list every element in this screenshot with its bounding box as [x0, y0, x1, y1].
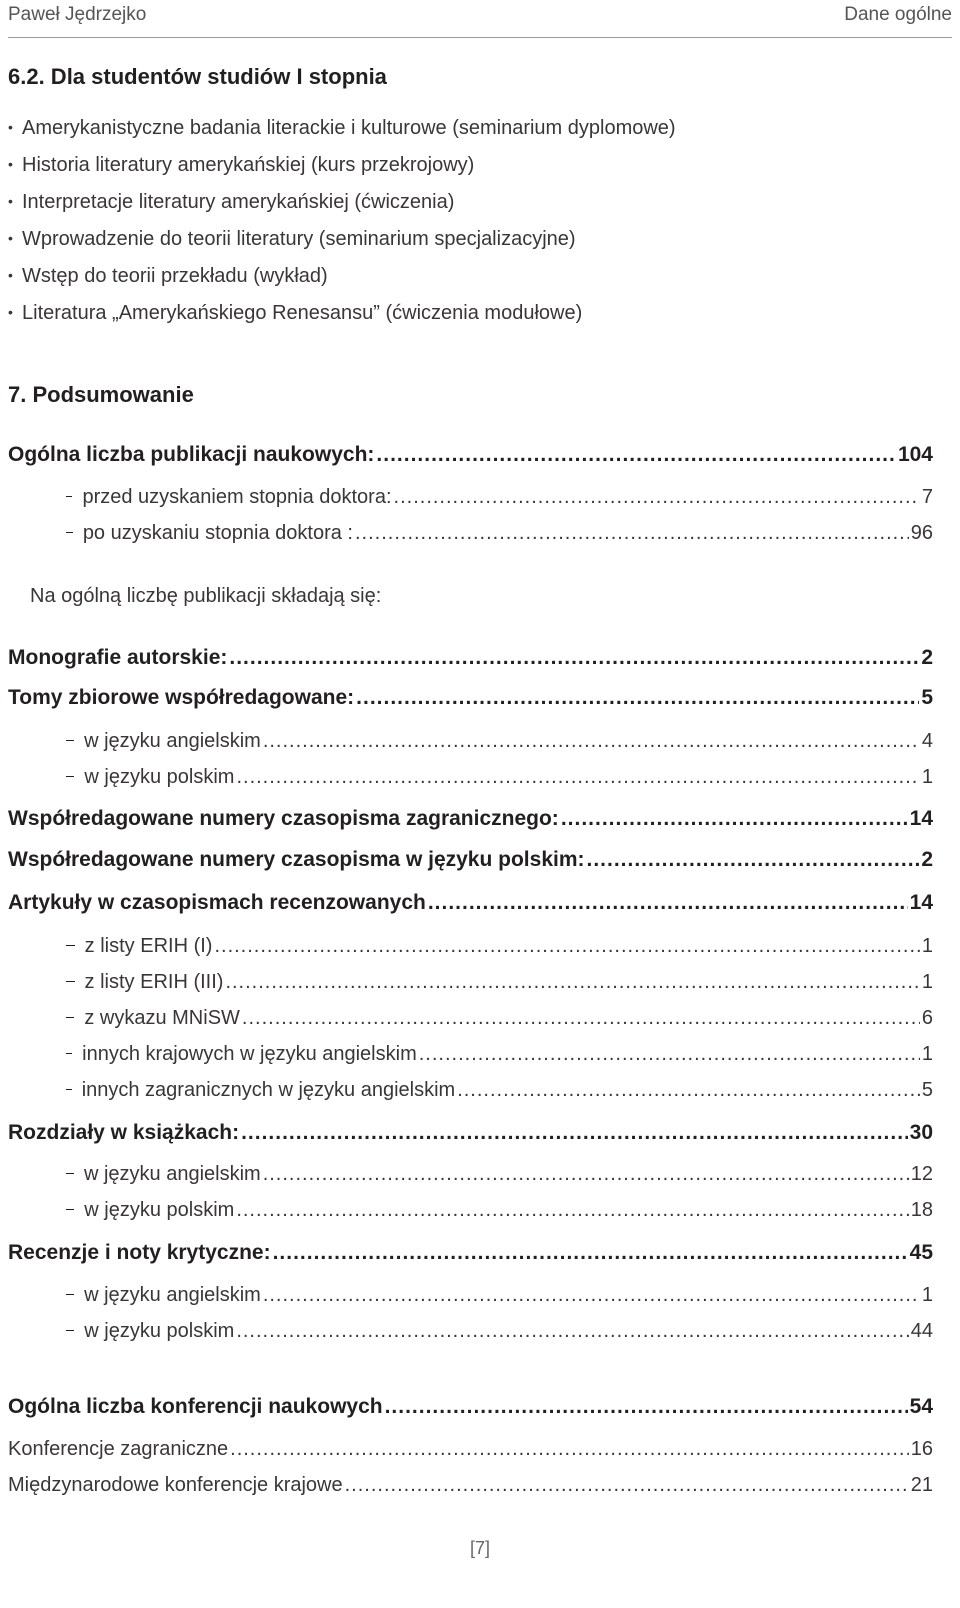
- after-doctorate-row: [66, 522, 933, 545]
- leader-dots: [394, 486, 920, 509]
- leader-dots: [356, 686, 919, 710]
- dash-icon: [66, 532, 73, 533]
- row-value: 2: [921, 848, 933, 871]
- row-label: przed uzyskaniem stopnia doktora:: [82, 486, 392, 508]
- row-label: w języku polskim: [84, 1199, 235, 1221]
- edited-volumes-row: [8, 686, 933, 710]
- dash-icon: [66, 1209, 74, 1210]
- course-item-label: Wprowadzenie do teorii literatury (seminarium specjalizacyjne): [22, 228, 576, 250]
- course-item: [8, 257, 676, 294]
- course-item-label: Amerykanistyczne badania literackie i kulturowe (seminarium dyplomowe): [22, 117, 676, 139]
- row-value: 1: [921, 935, 933, 957]
- row-label: w języku angielskim: [84, 730, 261, 752]
- bullet-icon: •: [8, 267, 13, 283]
- row-label: Międzynarodowe konferencje krajowe: [8, 1474, 343, 1496]
- composition-note: Na ogólną liczbę publikacji składają się:: [30, 585, 382, 607]
- course-list: [8, 109, 676, 331]
- monographs-row: [8, 646, 933, 670]
- row-label: innych krajowych w języku angielskim: [82, 1043, 417, 1065]
- row-value: 1: [921, 1284, 933, 1306]
- row-value: 30: [909, 1121, 933, 1144]
- row-value: 1: [921, 766, 933, 788]
- leader-dots: [236, 1199, 908, 1222]
- row-value: 1: [921, 1043, 933, 1065]
- course-item: [8, 294, 676, 331]
- row-label: w języku angielskim: [84, 1284, 261, 1306]
- row-label: w języku polskim: [84, 766, 235, 788]
- row-value: 45: [909, 1241, 933, 1264]
- course-item-label: Historia literatury amerykańskiej (kurs przekrojowy): [22, 154, 475, 176]
- row-label: Artykuły w czasopismach recenzowanych: [8, 891, 426, 914]
- dash-icon: [66, 1173, 74, 1174]
- row-value: 2: [921, 646, 933, 669]
- row-value: 14: [909, 807, 933, 830]
- header-author: Paweł Jędrzejko: [8, 4, 147, 25]
- row-value: 54: [909, 1395, 933, 1418]
- row-label: z wykazu MNiSW: [84, 1007, 240, 1029]
- leader-dots: [230, 1438, 909, 1461]
- row-label: Ogólna liczba publikacji naukowych:: [8, 443, 375, 466]
- row-label: Ogólna liczba konferencji naukowych: [8, 1395, 383, 1418]
- bullet-icon: •: [8, 193, 13, 209]
- dash-icon: [66, 1330, 74, 1331]
- leader-dots: [242, 1007, 920, 1030]
- row-value: 14: [909, 891, 933, 914]
- course-item-label: Interpretacje literatury amerykańskiej (ćwiczenia): [22, 191, 455, 213]
- leader-dots: [225, 971, 919, 994]
- running-header: [8, 4, 952, 34]
- polish-journal-issues-row: [8, 848, 933, 872]
- conferences-domestic-row: [8, 1474, 933, 1497]
- bullet-icon: •: [8, 230, 13, 246]
- course-item: [8, 220, 676, 257]
- leader-dots: [241, 1121, 908, 1145]
- before-doctorate-row: [66, 486, 933, 509]
- dash-icon: [66, 496, 72, 497]
- leader-dots: [345, 1474, 909, 1497]
- publications-total-row: [8, 443, 933, 467]
- leader-dots: [419, 1043, 920, 1066]
- row-label: w języku angielskim: [83, 1163, 261, 1185]
- course-item: [8, 109, 676, 146]
- course-item-label: Literatura „Amerykańskiego Renesansu” (ćwiczenia modułowe): [22, 302, 583, 324]
- header-section: Dane ogólne: [844, 4, 952, 25]
- conferences-total-row: [8, 1395, 933, 1419]
- row-label: Tomy zbiorowe współredagowane:: [8, 686, 355, 709]
- dash-icon: [66, 740, 74, 741]
- course-item: [8, 183, 676, 220]
- book-chapters-pl-row: [66, 1199, 933, 1222]
- book-chapters-row: [8, 1121, 933, 1145]
- course-item-label: Wstęp do teorii przekładu (wykład): [22, 265, 328, 287]
- row-label: z listy ERIH (III): [84, 971, 224, 993]
- dash-icon: [66, 1017, 74, 1018]
- section-title-summary: 7. Podsumowanie: [8, 382, 194, 407]
- reviews-en-row: [66, 1284, 933, 1307]
- reviews-pl-row: [66, 1320, 933, 1343]
- row-value: 96: [910, 522, 933, 544]
- row-value: 6: [921, 1007, 933, 1029]
- leader-dots: [273, 1241, 908, 1265]
- bullet-icon: •: [8, 156, 13, 172]
- row-value: 5: [921, 1079, 933, 1101]
- dash-icon: [66, 1089, 72, 1090]
- row-value: 7: [921, 486, 933, 508]
- row-value: 12: [910, 1163, 933, 1185]
- row-label: w języku polskim: [84, 1320, 235, 1342]
- bullet-icon: •: [8, 119, 13, 135]
- leader-dots: [236, 766, 919, 789]
- row-value: 21: [910, 1474, 933, 1496]
- dash-icon: [66, 981, 75, 982]
- row-label: Współredagowane numery czasopisma w języku polskim:: [8, 848, 585, 871]
- leader-dots: [561, 807, 908, 831]
- page-number: [7]: [469, 1538, 490, 1558]
- edited-volumes-pl-row: [66, 766, 933, 789]
- dash-icon: [66, 776, 74, 777]
- dash-icon: [66, 1294, 74, 1295]
- section-title-courses: 6.2. Dla studentów studiów I stopnia: [8, 64, 387, 89]
- leader-dots: [263, 1284, 920, 1307]
- leader-dots: [428, 891, 908, 915]
- leader-dots: [376, 443, 896, 467]
- row-label: z listy ERIH (I): [84, 935, 213, 957]
- reviews-row: [8, 1241, 933, 1265]
- row-label: Współredagowane numery czasopisma zagranicznego:: [8, 807, 559, 830]
- dash-icon: [66, 945, 75, 946]
- row-value: 4: [921, 730, 933, 752]
- dash-icon: [66, 1053, 72, 1054]
- row-value: 104: [897, 443, 933, 466]
- leader-dots: [385, 1395, 908, 1419]
- leader-dots: [214, 935, 919, 958]
- bullet-icon: •: [8, 304, 13, 320]
- row-label: Recenzje i noty krytyczne:: [8, 1241, 271, 1264]
- row-label: po uzyskaniu stopnia doktora :: [82, 522, 353, 544]
- other-foreign-en-row: [66, 1079, 933, 1102]
- row-value: 5: [921, 686, 933, 709]
- row-label: Konferencje zagraniczne: [8, 1438, 229, 1460]
- leader-dots: [355, 522, 909, 545]
- mnisw-row: [66, 1007, 933, 1030]
- edited-volumes-en-row: [66, 730, 933, 753]
- row-label: innych zagranicznych w języku angielskim: [81, 1079, 456, 1101]
- book-chapters-en-row: [66, 1163, 933, 1186]
- foreign-journal-issues-row: [8, 807, 933, 831]
- header-rule: [8, 37, 952, 38]
- leader-dots: [457, 1079, 920, 1102]
- other-domestic-en-row: [66, 1043, 933, 1066]
- erih-iii-row: [66, 971, 933, 994]
- leader-dots: [236, 1320, 908, 1343]
- erih-i-row: [66, 935, 933, 958]
- leader-dots: [263, 1163, 909, 1186]
- conferences-foreign-row: [8, 1438, 933, 1461]
- row-value: 18: [910, 1199, 933, 1221]
- row-label: Rozdziały w książkach:: [8, 1121, 240, 1144]
- leader-dots: [229, 646, 919, 670]
- reviewed-articles-row: [8, 891, 933, 915]
- leader-dots: [263, 730, 920, 753]
- row-value: 16: [910, 1438, 933, 1460]
- leader-dots: [587, 848, 920, 872]
- course-item: [8, 146, 676, 183]
- row-value: 44: [910, 1320, 933, 1342]
- row-value: 1: [921, 971, 933, 993]
- row-label: Monografie autorskie:: [8, 646, 228, 669]
